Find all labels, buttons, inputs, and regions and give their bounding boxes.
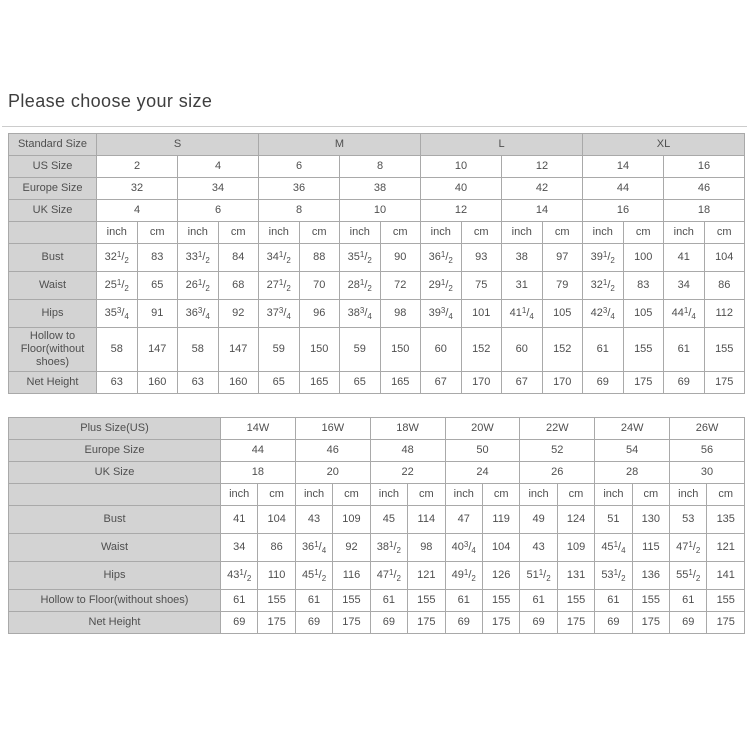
table-cell: inch: [595, 484, 632, 506]
table-row: [9, 440, 745, 462]
table-cell: $55^1/_2$: [670, 562, 707, 590]
table-cell: 20: [295, 462, 370, 484]
table-cell: 155: [333, 590, 370, 612]
table-cell: 147: [137, 328, 178, 372]
row-label: Waist: [9, 272, 97, 300]
table-cell: 69: [370, 612, 407, 634]
table-cell: 10: [421, 156, 502, 178]
table-cell: 49: [520, 506, 557, 534]
table-cell: 175: [408, 612, 445, 634]
table-cell: 61: [445, 590, 482, 612]
table-cell: 16W: [295, 418, 370, 440]
table-cell: 36: [259, 178, 340, 200]
table-cell: inch: [520, 484, 557, 506]
table-cell: 16: [664, 156, 745, 178]
table-cell: 170: [461, 372, 502, 394]
table-row: [9, 222, 745, 244]
table-cell: 18: [221, 462, 296, 484]
row-label: Hollow to Floor(without shoes): [9, 590, 221, 612]
table-cell: cm: [137, 222, 178, 244]
table-cell: 83: [137, 244, 178, 272]
table-cell: 59: [259, 328, 300, 372]
table-cell: 150: [299, 328, 340, 372]
table-row: [9, 418, 745, 440]
table-cell: 43: [295, 506, 332, 534]
table-cell: 155: [408, 590, 445, 612]
table-cell: 63: [97, 372, 138, 394]
row-label: Hollow to Floor(without shoes): [9, 328, 97, 372]
table-cell: 32: [97, 178, 178, 200]
table-cell: 2: [97, 156, 178, 178]
table-cell: cm: [542, 222, 583, 244]
table-cell: cm: [461, 222, 502, 244]
row-label: US Size: [9, 156, 97, 178]
table-cell: 160: [137, 372, 178, 394]
table-cell: inch: [340, 222, 381, 244]
table-cell: 175: [632, 612, 669, 634]
table-cell: 34: [221, 534, 258, 562]
table-cell: 121: [408, 562, 445, 590]
table-cell: 84: [218, 244, 259, 272]
table-cell: 141: [707, 562, 745, 590]
table-cell: 4: [178, 156, 259, 178]
table-cell: $25^1/_2$: [97, 272, 138, 300]
table-cell: 155: [623, 328, 664, 372]
table-cell: 65: [340, 372, 381, 394]
table-cell: 147: [218, 328, 259, 372]
table-cell: 100: [623, 244, 664, 272]
table-cell: 47: [445, 506, 482, 534]
table-cell: 69: [670, 612, 707, 634]
table-cell: inch: [259, 222, 300, 244]
table-cell: 61: [221, 590, 258, 612]
table-cell: cm: [623, 222, 664, 244]
table-cell: 51: [595, 506, 632, 534]
table-cell: 119: [482, 506, 519, 534]
table-cell: 22: [370, 462, 445, 484]
table-cell: 60: [502, 328, 543, 372]
divider-line: [2, 126, 747, 127]
table-cell: 40: [421, 178, 502, 200]
table-cell: 69: [664, 372, 705, 394]
table-cell: $38^1/_2$: [370, 534, 407, 562]
table-cell: cm: [482, 484, 519, 506]
table-cell: 155: [704, 328, 745, 372]
row-label: Net Height: [9, 612, 221, 634]
row-label: Bust: [9, 506, 221, 534]
table-cell: 68: [218, 272, 259, 300]
table-cell: 44: [221, 440, 296, 462]
table-cell: 136: [632, 562, 669, 590]
row-label: Plus Size(US): [9, 418, 221, 440]
table-cell: 175: [707, 612, 745, 634]
table-cell: 42: [502, 178, 583, 200]
table-cell: 155: [482, 590, 519, 612]
row-label: [9, 222, 97, 244]
table-cell: cm: [218, 222, 259, 244]
table-cell: 61: [595, 590, 632, 612]
table-cell: 46: [295, 440, 370, 462]
table-cell: $45^1/_2$: [295, 562, 332, 590]
table-cell: 34: [664, 272, 705, 300]
table-cell: 124: [557, 506, 594, 534]
table-cell: $29^1/_2$: [421, 272, 462, 300]
row-label: Net Height: [9, 372, 97, 394]
table-cell: $42^3/_4$: [583, 300, 624, 328]
table-row: [9, 590, 745, 612]
table-cell: 121: [707, 534, 745, 562]
table-cell: 56: [670, 440, 745, 462]
table-cell: 45: [370, 506, 407, 534]
table-cell: cm: [258, 484, 295, 506]
table-row: [9, 462, 745, 484]
table-cell: 93: [461, 244, 502, 272]
table-cell: 160: [218, 372, 259, 394]
table-cell: 8: [340, 156, 421, 178]
table-cell: 101: [461, 300, 502, 328]
table-cell: inch: [370, 484, 407, 506]
table-cell: XL: [583, 134, 745, 156]
table-cell: 109: [333, 506, 370, 534]
table-cell: $45^1/_4$: [595, 534, 632, 562]
table-row: [9, 156, 745, 178]
table-cell: cm: [380, 222, 421, 244]
table-cell: 86: [258, 534, 295, 562]
table-cell: 50: [445, 440, 520, 462]
table-cell: 6: [178, 200, 259, 222]
table-cell: $27^1/_2$: [259, 272, 300, 300]
table-cell: 61: [583, 328, 624, 372]
table-cell: inch: [583, 222, 624, 244]
table-cell: 104: [482, 534, 519, 562]
table-cell: $37^3/_4$: [259, 300, 300, 328]
table-row: [9, 200, 745, 222]
table-cell: $47^1/_2$: [670, 534, 707, 562]
table-cell: 30: [670, 462, 745, 484]
table-cell: 131: [557, 562, 594, 590]
page-title: Please choose your size: [8, 91, 213, 111]
table-cell: cm: [704, 222, 745, 244]
table-cell: 116: [333, 562, 370, 590]
table-cell: 69: [520, 612, 557, 634]
table-cell: 75: [461, 272, 502, 300]
table-cell: 70: [299, 272, 340, 300]
table-row: [9, 244, 745, 272]
table-cell: 110: [258, 562, 295, 590]
table-cell: cm: [557, 484, 594, 506]
table-cell: inch: [221, 484, 258, 506]
row-label: Standard Size: [9, 134, 97, 156]
table-cell: $39^1/_2$: [583, 244, 624, 272]
table-cell: cm: [707, 484, 745, 506]
table-cell: 58: [97, 328, 138, 372]
table-cell: 44: [583, 178, 664, 200]
table-cell: 18W: [370, 418, 445, 440]
table-cell: 54: [595, 440, 670, 462]
row-label: [9, 484, 221, 506]
table-cell: 175: [557, 612, 594, 634]
table-row: [9, 506, 745, 534]
table-cell: 8: [259, 200, 340, 222]
table-cell: 14W: [221, 418, 296, 440]
table-cell: 97: [542, 244, 583, 272]
table-row: [9, 300, 745, 328]
table-row: [9, 562, 745, 590]
table-cell: 104: [258, 506, 295, 534]
table-cell: 61: [664, 328, 705, 372]
row-label: Waist: [9, 534, 221, 562]
table-cell: 26W: [670, 418, 745, 440]
table-cell: 115: [632, 534, 669, 562]
table-cell: inch: [97, 222, 138, 244]
table-cell: $41^1/_4$: [502, 300, 543, 328]
table-cell: $53^1/_2$: [595, 562, 632, 590]
table-cell: 83: [623, 272, 664, 300]
table-cell: 26: [520, 462, 595, 484]
table-cell: 175: [333, 612, 370, 634]
table-cell: 98: [380, 300, 421, 328]
table-cell: 58: [178, 328, 219, 372]
table-cell: $40^3/_4$: [445, 534, 482, 562]
table-cell: 52: [520, 440, 595, 462]
table-cell: 61: [370, 590, 407, 612]
table-cell: $28^1/_2$: [340, 272, 381, 300]
table-cell: 175: [704, 372, 745, 394]
row-label: UK Size: [9, 462, 221, 484]
table-cell: 38: [502, 244, 543, 272]
table-cell: M: [259, 134, 421, 156]
table-cell: 61: [295, 590, 332, 612]
table-cell: 18: [664, 200, 745, 222]
table-cell: 130: [632, 506, 669, 534]
table-cell: 14: [583, 156, 664, 178]
table-cell: inch: [445, 484, 482, 506]
table-cell: 24W: [595, 418, 670, 440]
table-cell: cm: [408, 484, 445, 506]
table-cell: 63: [178, 372, 219, 394]
table-cell: 12: [502, 156, 583, 178]
table-cell: 109: [557, 534, 594, 562]
table-cell: 14: [502, 200, 583, 222]
table-cell: $34^1/_2$: [259, 244, 300, 272]
table-cell: 165: [299, 372, 340, 394]
table-cell: 98: [408, 534, 445, 562]
table-cell: 88: [299, 244, 340, 272]
table-cell: inch: [295, 484, 332, 506]
table-cell: 53: [670, 506, 707, 534]
table-cell: $39^3/_4$: [421, 300, 462, 328]
table-cell: 175: [258, 612, 295, 634]
table-cell: 10: [340, 200, 421, 222]
table-cell: 155: [707, 590, 745, 612]
table-cell: 105: [623, 300, 664, 328]
row-label: Hips: [9, 300, 97, 328]
table-cell: 22W: [520, 418, 595, 440]
table-cell: inch: [664, 222, 705, 244]
table-cell: 175: [482, 612, 519, 634]
table-cell: 41: [221, 506, 258, 534]
standard-size-table: [8, 133, 745, 394]
table-cell: $49^1/_2$: [445, 562, 482, 590]
table-cell: 155: [632, 590, 669, 612]
table-cell: cm: [333, 484, 370, 506]
table-cell: 6: [259, 156, 340, 178]
table-cell: 69: [295, 612, 332, 634]
table-cell: inch: [421, 222, 462, 244]
table-cell: 79: [542, 272, 583, 300]
table-cell: $35^1/_2$: [340, 244, 381, 272]
table-cell: 12: [421, 200, 502, 222]
table-cell: 20W: [445, 418, 520, 440]
table-cell: 152: [542, 328, 583, 372]
table-cell: $36^3/_4$: [178, 300, 219, 328]
table-cell: inch: [502, 222, 543, 244]
table-cell: 48: [370, 440, 445, 462]
table-cell: 104: [704, 244, 745, 272]
row-label: Bust: [9, 244, 97, 272]
table-cell: $32^1/_2$: [97, 244, 138, 272]
table-cell: $33^1/_2$: [178, 244, 219, 272]
table-cell: 92: [333, 534, 370, 562]
row-label: Hips: [9, 562, 221, 590]
table-cell: $32^1/_2$: [583, 272, 624, 300]
table-cell: 170: [542, 372, 583, 394]
table-cell: 92: [218, 300, 259, 328]
row-label: Europe Size: [9, 440, 221, 462]
table-cell: $36^1/_4$: [295, 534, 332, 562]
table-cell: 96: [299, 300, 340, 328]
table-cell: S: [97, 134, 259, 156]
table-row: [9, 272, 745, 300]
table-row: [9, 134, 745, 156]
table-cell: $44^1/_4$: [664, 300, 705, 328]
table-cell: 91: [137, 300, 178, 328]
table-cell: 28: [595, 462, 670, 484]
table-cell: 4: [97, 200, 178, 222]
table-cell: inch: [178, 222, 219, 244]
table-row: [9, 372, 745, 394]
table-cell: 60: [421, 328, 462, 372]
table-cell: 86: [704, 272, 745, 300]
table-row: [9, 328, 745, 372]
row-label: Europe Size: [9, 178, 97, 200]
table-row: [9, 178, 745, 200]
table-cell: L: [421, 134, 583, 156]
row-label: UK Size: [9, 200, 97, 222]
table-cell: inch: [670, 484, 707, 506]
table-row: [9, 534, 745, 562]
table-cell: 67: [502, 372, 543, 394]
table-cell: 135: [707, 506, 745, 534]
plus-size-table: [8, 417, 745, 634]
table-cell: 61: [670, 590, 707, 612]
table-cell: 155: [557, 590, 594, 612]
table-cell: 59: [340, 328, 381, 372]
table-row: [9, 612, 745, 634]
table-cell: 152: [461, 328, 502, 372]
table-cell: 67: [421, 372, 462, 394]
table-cell: 38: [340, 178, 421, 200]
table-cell: 150: [380, 328, 421, 372]
table-cell: 34: [178, 178, 259, 200]
table-cell: 165: [380, 372, 421, 394]
table-cell: 16: [583, 200, 664, 222]
table-cell: 65: [259, 372, 300, 394]
table-cell: 41: [664, 244, 705, 272]
table-cell: 43: [520, 534, 557, 562]
table-cell: cm: [299, 222, 340, 244]
table-cell: 90: [380, 244, 421, 272]
table-cell: 69: [221, 612, 258, 634]
table-cell: 46: [664, 178, 745, 200]
table-gap: [0, 394, 750, 417]
table-cell: 65: [137, 272, 178, 300]
table-cell: 175: [623, 372, 664, 394]
table-cell: $35^3/_4$: [97, 300, 138, 328]
table-cell: $43^1/_2$: [221, 562, 258, 590]
table-cell: 69: [583, 372, 624, 394]
table-cell: $38^3/_4$: [340, 300, 381, 328]
table-cell: 112: [704, 300, 745, 328]
table-cell: 69: [595, 612, 632, 634]
table-cell: 72: [380, 272, 421, 300]
table-cell: 61: [520, 590, 557, 612]
table-cell: cm: [632, 484, 669, 506]
table-cell: 31: [502, 272, 543, 300]
table-cell: $47^1/_2$: [370, 562, 407, 590]
table-cell: 105: [542, 300, 583, 328]
table-cell: 69: [445, 612, 482, 634]
table-row: [9, 484, 745, 506]
table-cell: 24: [445, 462, 520, 484]
table-cell: $51^1/_2$: [520, 562, 557, 590]
table-cell: 126: [482, 562, 519, 590]
table-cell: $26^1/_2$: [178, 272, 219, 300]
table-cell: $36^1/_2$: [421, 244, 462, 272]
table-cell: 155: [258, 590, 295, 612]
table-cell: 114: [408, 506, 445, 534]
